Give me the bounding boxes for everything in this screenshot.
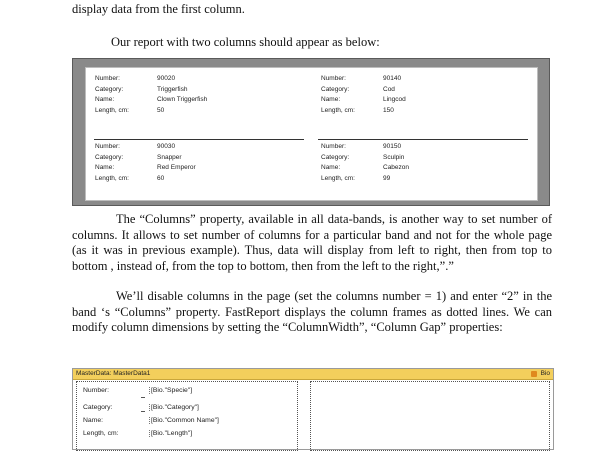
number-label[interactable]: Number: <box>83 387 110 394</box>
name-value: Red Emperor <box>157 164 196 171</box>
name-label: Name: <box>321 96 341 103</box>
category-label: Category: <box>321 85 350 93</box>
category-label: Category: <box>95 153 124 161</box>
number-value: 90140 <box>383 75 402 82</box>
length-value: 60 <box>157 174 165 182</box>
length-label[interactable]: Length, cm: <box>83 430 119 437</box>
column-frame-right <box>310 381 550 451</box>
length-label: Length, cm: <box>321 174 355 182</box>
band-header[interactable] <box>73 369 553 380</box>
category-value: Sculpin <box>383 153 405 161</box>
number-label: Number: <box>321 143 346 150</box>
number-value: 90150 <box>383 143 402 150</box>
record-card <box>321 75 511 117</box>
name-value: Clown Triggerfish <box>157 96 208 103</box>
report-page <box>85 67 538 201</box>
report-preview <box>72 58 550 206</box>
datasource-badge: Bio <box>540 370 550 377</box>
paragraph-top-fragment: display data from the first column. <box>72 2 245 16</box>
common-name-field[interactable]: [Bio."Common Name"] <box>151 417 219 424</box>
category-value: Snapper <box>157 153 182 161</box>
name-label: Name: <box>95 164 115 171</box>
length-label: Length, cm: <box>95 174 129 182</box>
specie-field[interactable]: [Bio."Specie"] <box>151 387 193 394</box>
length-value: 50 <box>157 106 165 114</box>
number-label: Number: <box>321 75 346 82</box>
record-card <box>321 143 511 185</box>
name-label: Name: <box>95 96 115 103</box>
datasource-icon <box>531 371 537 377</box>
number-value: 90030 <box>157 143 176 150</box>
category-label: Category: <box>95 85 124 93</box>
paragraph-intro: Our report with two columns should appear as below: <box>111 35 380 49</box>
length-label: Length, cm: <box>321 106 355 114</box>
name-label[interactable]: Name: <box>83 417 104 424</box>
name-label: Name: <box>321 164 341 171</box>
length-value: 150 <box>383 106 394 114</box>
record-divider <box>94 139 304 140</box>
category-field[interactable]: [Bio."Category"] <box>151 404 199 411</box>
number-value: 90020 <box>157 75 176 82</box>
length-label: Length, cm: <box>95 106 129 114</box>
length-value: 99 <box>383 174 391 182</box>
paragraph-disable-columns: We’ll disable columns in the page (set the columns number = 1) and enter “2” in the band ‘s “Columns” property. FastReport displays the column frames as dotted lines. We can modify column dimensions by setting the “ColumnWidth”, “Column Gap” properties: <box>72 289 552 334</box>
paragraph-columns-property: The “Columns” property, available in all data-bands, is another way to set number of columns. It allows to set number of columns for a particular band and not for the whole page (as it was in previous example). Thus, data will display from left to right, then from top to bottom , instead of, from the top to bottom, then from the left to the right,”.” <box>72 212 552 273</box>
number-label: Number: <box>95 75 120 82</box>
selection-handle[interactable] <box>141 411 145 416</box>
category-label: Category: <box>321 153 350 161</box>
band-title: MasterData: MasterData1 <box>76 370 151 377</box>
record-divider <box>318 139 528 140</box>
name-value: Lingcod <box>383 96 406 103</box>
number-label: Number: <box>95 143 120 150</box>
category-label[interactable]: Category: <box>83 404 113 411</box>
category-value: Cod <box>383 85 395 93</box>
masterdata-band-designer[interactable] <box>72 368 554 450</box>
selection-handle[interactable] <box>141 397 145 402</box>
length-field[interactable]: [Bio."Length"] <box>151 430 193 437</box>
record-card <box>95 75 285 117</box>
name-value: Cabezon <box>383 164 410 171</box>
category-value: Triggerfish <box>157 85 188 93</box>
record-card <box>95 143 285 185</box>
